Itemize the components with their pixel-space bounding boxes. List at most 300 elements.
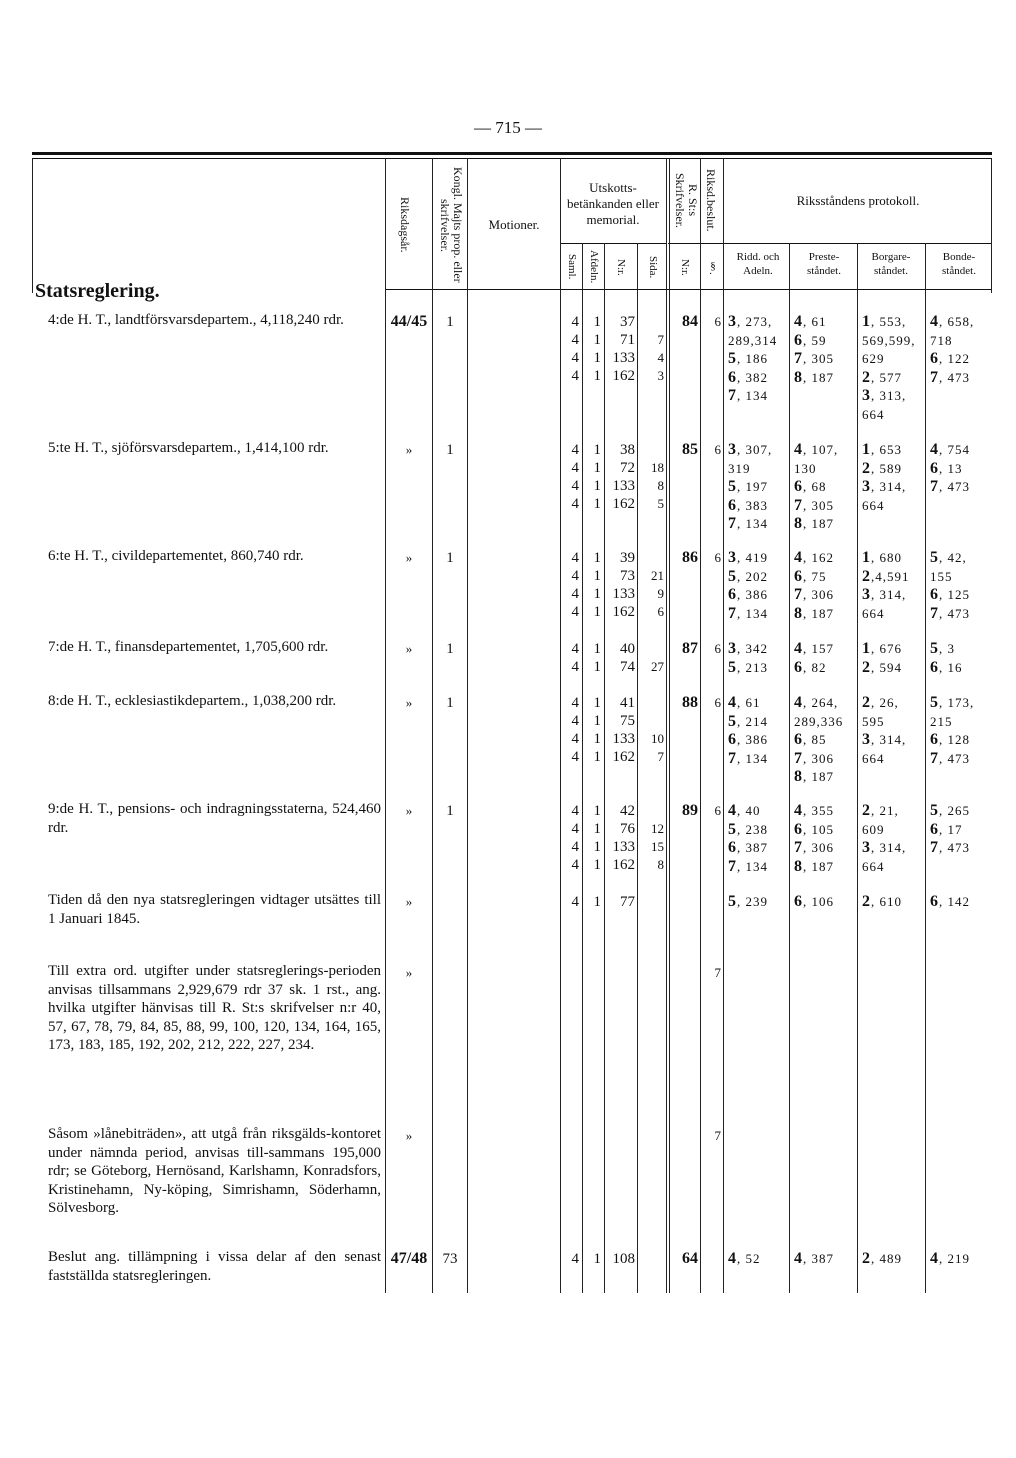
row-preste-col bbox=[794, 549, 856, 623]
row-borgare-col bbox=[862, 549, 924, 623]
vline-right bbox=[991, 158, 992, 293]
row-rst: 64 bbox=[682, 1250, 698, 1267]
row-ridd-col bbox=[728, 1250, 788, 1269]
row-sida: 18 bbox=[651, 460, 664, 475]
row-bonde: 6, 125 bbox=[930, 586, 970, 603]
row-nr: 133 bbox=[612, 350, 635, 366]
row-bonde: 718 bbox=[930, 332, 953, 348]
row-bonde: 6, 13 bbox=[930, 459, 963, 477]
row-saml: 4 bbox=[571, 368, 579, 384]
row-year: 47/48 bbox=[390, 1250, 428, 1267]
row-ridd: 6, 383 bbox=[728, 496, 768, 514]
row-afd-col bbox=[583, 1250, 601, 1268]
header-utskotts: Utskotts-betänkanden eller memorial. bbox=[566, 180, 660, 227]
row-rst: 84 bbox=[682, 313, 698, 330]
row-saml: 4 bbox=[571, 478, 579, 494]
row-ridd: 5, 239 bbox=[728, 893, 768, 910]
row-nr: 71 bbox=[620, 332, 635, 348]
row-afd-col bbox=[583, 802, 601, 874]
header-preste: Preste-ståndet. bbox=[807, 251, 841, 277]
row-sida: 10 bbox=[651, 731, 664, 746]
row-borgare-col bbox=[862, 1250, 924, 1269]
row-rst: 86 bbox=[682, 549, 698, 566]
row-preste: 8, 187 bbox=[794, 515, 834, 532]
row-ridd: 3, 419 bbox=[728, 549, 768, 566]
row-bonde-col bbox=[930, 893, 992, 912]
row-saml: 4 bbox=[571, 857, 579, 873]
row-ridd: 3, 273, bbox=[728, 313, 773, 330]
protokoll-sub-rule bbox=[724, 243, 992, 244]
row-saml: 4 bbox=[571, 749, 579, 765]
row-prop: 73 bbox=[442, 1251, 458, 1267]
row-saml-col bbox=[561, 893, 579, 911]
row-afd: 1 bbox=[593, 314, 601, 330]
row-borgare: 3, 314, bbox=[862, 478, 907, 495]
row-preste: 7, 306 bbox=[794, 586, 834, 603]
row-sida-col bbox=[638, 549, 664, 621]
row-borgare: 2, 589 bbox=[862, 459, 902, 477]
row-bonde: 215 bbox=[930, 713, 953, 729]
row-saml-col bbox=[561, 1250, 579, 1268]
row-preste: 7, 305 bbox=[794, 496, 834, 514]
row-borgare: 569,599, bbox=[862, 332, 916, 348]
row-nr: 75 bbox=[620, 713, 635, 729]
row-nr: 133 bbox=[612, 478, 635, 494]
row-afd: 1 bbox=[593, 478, 601, 494]
row-nr-col bbox=[605, 313, 635, 385]
row-saml: 4 bbox=[571, 568, 579, 584]
row-bonde: 4, 658, bbox=[930, 313, 975, 330]
row-para: 7 bbox=[714, 1128, 721, 1143]
row-description: Tiden då den nya statsregleringen vidtager utsättes till 1 Januari 1845. bbox=[48, 892, 381, 927]
row-afd: 1 bbox=[593, 731, 601, 747]
row-sida bbox=[638, 694, 664, 712]
row-sida: 21 bbox=[651, 568, 664, 583]
row-afd: 1 bbox=[593, 821, 601, 837]
row-preste-col bbox=[794, 640, 856, 677]
row-sida bbox=[638, 712, 664, 730]
row-nr: 133 bbox=[612, 839, 635, 855]
row-nr: 162 bbox=[612, 749, 635, 765]
row-saml: 4 bbox=[571, 460, 579, 476]
row-borgare: 1, 653 bbox=[862, 441, 902, 458]
top-rule-thin bbox=[32, 158, 992, 159]
row-sida: 4 bbox=[657, 350, 664, 365]
row-borgare: 3, 313, bbox=[862, 387, 907, 404]
row-nr: 40 bbox=[620, 641, 635, 657]
row-afd-col bbox=[583, 640, 601, 676]
row-bonde: 7, 473 bbox=[930, 604, 970, 622]
header-ridd: Ridd. och Adeln. bbox=[736, 251, 780, 277]
row-borgare: 2, 21, bbox=[862, 802, 899, 819]
row-afd: 1 bbox=[593, 460, 601, 476]
row-saml: 4 bbox=[571, 731, 579, 747]
page-number: — 715 — bbox=[474, 118, 542, 137]
row-afd: 1 bbox=[593, 442, 601, 458]
row-description: 5:te H. T., sjöförsvarsdepartem., 1,414,100 rdr. bbox=[48, 440, 329, 456]
row-saml-col bbox=[561, 802, 579, 874]
row-afd: 1 bbox=[593, 713, 601, 729]
header-kongl: Kongl. Majts prop. eller skrifvelser. bbox=[438, 167, 465, 283]
row-ridd: 5, 197 bbox=[728, 478, 768, 495]
row-ridd: 7, 134 bbox=[728, 749, 768, 767]
row-nr: 42 bbox=[620, 803, 635, 819]
row-preste: 7, 306 bbox=[794, 839, 834, 856]
vline-sida bbox=[637, 243, 638, 1293]
row-nr: 133 bbox=[612, 586, 635, 602]
row-borgare: 664 bbox=[862, 858, 885, 874]
row-preste: 130 bbox=[794, 460, 817, 476]
row-saml: 4 bbox=[571, 586, 579, 602]
row-sida-col bbox=[638, 441, 664, 513]
row-borgare-col bbox=[862, 313, 924, 424]
row-preste: 4, 387 bbox=[794, 1250, 834, 1267]
row-preste: 4, 355 bbox=[794, 802, 834, 819]
row-ridd: 5, 186 bbox=[728, 350, 768, 367]
row-nr: 162 bbox=[612, 604, 635, 620]
row-borgare: 1, 553, bbox=[862, 313, 907, 330]
row-preste: 6, 59 bbox=[794, 331, 827, 349]
row-preste: 4, 107, bbox=[794, 441, 839, 458]
row-preste: 4, 162 bbox=[794, 549, 834, 566]
row-ridd: 5, 202 bbox=[728, 567, 768, 585]
header-nr2: N:r. bbox=[679, 258, 691, 276]
row-rst: 85 bbox=[682, 441, 698, 458]
row-ridd: 5, 238 bbox=[728, 820, 768, 838]
row-borgare-col bbox=[862, 694, 924, 768]
row-preste: 8, 187 bbox=[794, 368, 834, 386]
row-saml: 4 bbox=[571, 496, 579, 512]
row-preste: 8, 187 bbox=[794, 604, 834, 622]
vline-borgare bbox=[925, 243, 926, 1293]
row-afd-col bbox=[583, 893, 601, 911]
row-bonde: 6, 128 bbox=[930, 731, 970, 748]
row-borgare: 664 bbox=[862, 605, 885, 621]
row-preste: 6, 82 bbox=[794, 658, 827, 676]
row-afd: 1 bbox=[593, 350, 601, 366]
header-riksdagsar: Riksdagsår. bbox=[398, 197, 412, 253]
row-borgare: 2,4,591 bbox=[862, 567, 910, 585]
row-borgare: 629 bbox=[862, 351, 885, 366]
row-preste: 6, 105 bbox=[794, 820, 834, 838]
row-description: 8:de H. T., ecklesiastikdepartem., 1,038,200 rdr. bbox=[48, 693, 337, 709]
top-rule-thick bbox=[32, 152, 992, 155]
row-preste-col bbox=[794, 893, 856, 912]
row-rst: 89 bbox=[682, 802, 698, 819]
row-bonde: 4, 754 bbox=[930, 441, 970, 458]
row-year: » bbox=[405, 442, 413, 457]
row-preste-col bbox=[794, 313, 856, 387]
header-beslut: Riksd.beslut. bbox=[704, 169, 718, 232]
vline-sida-end bbox=[666, 158, 667, 1293]
vline-afd bbox=[582, 243, 583, 1293]
row-ridd-col bbox=[728, 313, 788, 406]
row-nr: 162 bbox=[612, 368, 635, 384]
row-saml: 4 bbox=[571, 821, 579, 837]
row-borgare: 1, 676 bbox=[862, 640, 902, 657]
row-afd: 1 bbox=[593, 604, 601, 620]
row-saml: 4 bbox=[571, 604, 579, 620]
row-borgare: 609 bbox=[862, 821, 885, 837]
row-sida-col bbox=[638, 640, 664, 676]
row-sida bbox=[638, 1250, 664, 1268]
section-title: Statsreglering. bbox=[35, 280, 160, 302]
row-ridd: 4, 52 bbox=[728, 1250, 761, 1267]
row-saml: 4 bbox=[571, 839, 579, 855]
row-preste-col bbox=[794, 694, 856, 787]
row-afd-col bbox=[583, 549, 601, 621]
row-sida: 7 bbox=[657, 332, 664, 347]
row-borgare: 2, 489 bbox=[862, 1250, 902, 1267]
row-afd: 1 bbox=[593, 332, 601, 348]
row-preste-col bbox=[794, 1250, 856, 1269]
row-description: 9:de H. T., pensions- och indragningsstaterna, 524,460 rdr. bbox=[48, 801, 381, 836]
row-sida-col bbox=[638, 313, 664, 385]
row-nr: 73 bbox=[620, 568, 635, 584]
row-borgare: 595 bbox=[862, 713, 885, 729]
row-sida bbox=[638, 802, 664, 820]
header-protokoll: Riksståndens protokoll. bbox=[796, 193, 920, 208]
row-nr: 37 bbox=[620, 314, 635, 330]
row-sida-col bbox=[638, 893, 664, 911]
row-ridd: 319 bbox=[728, 460, 751, 476]
row-ridd: 6, 386 bbox=[728, 586, 768, 603]
row-afd-col bbox=[583, 441, 601, 513]
row-afd: 1 bbox=[593, 1251, 601, 1267]
row-borgare: 1, 680 bbox=[862, 549, 902, 566]
row-ridd: 7, 134 bbox=[728, 387, 768, 404]
row-afd: 1 bbox=[593, 659, 601, 675]
row-saml: 4 bbox=[571, 350, 579, 366]
row-ridd-col bbox=[728, 802, 788, 876]
row-year: » bbox=[405, 803, 413, 818]
row-preste: 289,336 bbox=[794, 713, 844, 729]
row-saml-col bbox=[561, 441, 579, 513]
row-sida-col bbox=[638, 694, 664, 766]
row-saml: 4 bbox=[571, 641, 579, 657]
row-ridd-col bbox=[728, 549, 788, 623]
row-borgare: 664 bbox=[862, 750, 885, 766]
row-ridd: 4, 61 bbox=[728, 694, 761, 711]
row-preste: 6, 68 bbox=[794, 478, 827, 495]
row-bonde-col bbox=[930, 1250, 992, 1269]
header-sida: Sida. bbox=[647, 255, 659, 279]
row-prop: 1 bbox=[446, 550, 454, 566]
row-preste: 8, 187 bbox=[794, 857, 834, 875]
row-afd: 1 bbox=[593, 695, 601, 711]
row-saml-col bbox=[561, 313, 579, 385]
vline-nr bbox=[604, 243, 605, 1293]
row-description: Till extra ord. utgifter under statsreglerings-perioden anvisas tillsammans 2,929,679 rdr 37 sk. 1 rst., ang. hvilka utgifter hänvisas till R. St:s skrifvelser n:r 40, 57, 67, 78, 79, 84, 85, 88, 99, 100, 120, 134, 164, 165, 173, 183, 185, 192, 202, 212, 222, 227, 234. bbox=[48, 963, 381, 1053]
row-bonde: 5, 173, bbox=[930, 694, 975, 711]
row-nr: 72 bbox=[620, 460, 635, 476]
row-bonde: 6, 17 bbox=[930, 820, 963, 838]
row-prop: 1 bbox=[446, 695, 454, 711]
row-borgare: 2, 577 bbox=[862, 368, 902, 386]
row-borgare-col bbox=[862, 441, 924, 515]
row-sida: 9 bbox=[657, 586, 664, 601]
row-afd: 1 bbox=[593, 368, 601, 384]
vline-ridd bbox=[789, 243, 790, 1293]
row-ridd: 4, 40 bbox=[728, 802, 761, 819]
row-borgare: 2, 610 bbox=[862, 893, 902, 910]
row-saml: 4 bbox=[571, 314, 579, 330]
row-year: 44/45 bbox=[390, 313, 428, 330]
row-sida: 27 bbox=[651, 659, 664, 674]
row-para: 6 bbox=[714, 442, 721, 457]
row-preste: 6, 85 bbox=[794, 731, 827, 748]
row-sida-col bbox=[638, 1250, 664, 1268]
row-preste: 8, 187 bbox=[794, 768, 834, 785]
header-afdeln: Afdeln. bbox=[588, 250, 600, 284]
row-nr-col bbox=[605, 441, 635, 513]
row-rst: 87 bbox=[682, 640, 698, 657]
row-year: » bbox=[405, 1128, 413, 1143]
row-para: 6 bbox=[714, 695, 721, 710]
row-description: 7:de H. T., finansdepartementet, 1,705,600 rdr. bbox=[48, 639, 329, 655]
row-nr-col bbox=[605, 694, 635, 766]
row-saml: 4 bbox=[571, 332, 579, 348]
row-sida-col bbox=[638, 802, 664, 874]
row-saml-col bbox=[561, 694, 579, 766]
row-nr: 133 bbox=[612, 731, 635, 747]
row-bonde: 155 bbox=[930, 568, 953, 584]
row-afd: 1 bbox=[593, 568, 601, 584]
row-preste-col bbox=[794, 802, 856, 876]
row-description: 4:de H. T., landtförsvarsdepartem., 4,118,240 rdr. bbox=[48, 312, 344, 328]
row-nr: 162 bbox=[612, 496, 635, 512]
row-ridd: 3, 307, bbox=[728, 441, 773, 458]
row-saml-col bbox=[561, 549, 579, 621]
row-ridd: 5, 213 bbox=[728, 658, 768, 676]
row-sida: 12 bbox=[651, 821, 664, 836]
row-ridd: 6, 387 bbox=[728, 839, 768, 856]
row-bonde-col bbox=[930, 441, 992, 497]
row-prop: 1 bbox=[446, 641, 454, 657]
row-saml-col bbox=[561, 640, 579, 676]
row-rst: 88 bbox=[682, 694, 698, 711]
row-bonde-col bbox=[930, 802, 992, 858]
row-ridd-col bbox=[728, 694, 788, 768]
row-borgare: 2, 26, bbox=[862, 694, 899, 711]
row-nr: 77 bbox=[620, 894, 635, 910]
row-afd-col bbox=[583, 313, 601, 385]
row-para: 6 bbox=[714, 314, 721, 329]
row-sida bbox=[638, 893, 664, 911]
row-borgare: 2, 594 bbox=[862, 658, 902, 676]
row-bonde: 5, 42, bbox=[930, 549, 967, 566]
row-borgare: 3, 314, bbox=[862, 839, 907, 856]
row-afd: 1 bbox=[593, 839, 601, 855]
row-bonde-col bbox=[930, 640, 992, 677]
row-borgare: 664 bbox=[862, 406, 885, 422]
row-nr: 74 bbox=[620, 659, 635, 675]
row-para: 6 bbox=[714, 803, 721, 818]
row-nr: 76 bbox=[620, 821, 635, 837]
row-saml: 4 bbox=[571, 442, 579, 458]
row-borgare-col bbox=[862, 640, 924, 677]
header-motioner: Motioner. bbox=[488, 217, 540, 232]
row-nr: 39 bbox=[620, 550, 635, 566]
row-afd: 1 bbox=[593, 749, 601, 765]
row-borgare-col bbox=[862, 802, 924, 876]
row-sida: 15 bbox=[651, 839, 664, 854]
row-ridd: 5, 214 bbox=[728, 712, 768, 730]
row-sida bbox=[638, 549, 664, 567]
header-rst: R. St:s Skrifvelser. bbox=[673, 173, 700, 228]
row-saml: 4 bbox=[571, 1251, 579, 1267]
row-preste: 4, 264, bbox=[794, 694, 839, 711]
row-year: » bbox=[405, 641, 413, 656]
row-para: 6 bbox=[714, 550, 721, 565]
row-bonde-col bbox=[930, 549, 992, 623]
row-nr-col bbox=[605, 640, 635, 676]
row-preste: 6, 106 bbox=[794, 893, 834, 910]
row-year: » bbox=[405, 550, 413, 565]
row-bonde: 7, 473 bbox=[930, 749, 970, 767]
row-ridd: 6, 382 bbox=[728, 368, 768, 386]
row-ridd: 3, 342 bbox=[728, 640, 768, 657]
row-year: » bbox=[405, 965, 413, 980]
row-preste-col bbox=[794, 441, 856, 534]
row-borgare: 3, 314, bbox=[862, 731, 907, 748]
row-sida: 8 bbox=[657, 478, 664, 493]
row-nr: 38 bbox=[620, 442, 635, 458]
row-sida bbox=[638, 441, 664, 459]
row-year: » bbox=[405, 894, 413, 909]
header-borgare: Borgare-ståndet. bbox=[871, 251, 911, 277]
row-sida bbox=[638, 313, 664, 331]
row-bonde-col bbox=[930, 694, 992, 768]
row-bonde: 5, 3 bbox=[930, 640, 955, 657]
row-saml: 4 bbox=[571, 713, 579, 729]
header-nr: N:r. bbox=[615, 258, 627, 276]
vline-mot bbox=[467, 158, 468, 1293]
row-nr: 41 bbox=[620, 695, 635, 711]
row-bonde: 6, 122 bbox=[930, 350, 970, 367]
row-borgare-col bbox=[862, 893, 924, 912]
vline-left bbox=[32, 158, 33, 293]
row-nr-col bbox=[605, 549, 635, 621]
row-ridd: 7, 134 bbox=[728, 604, 768, 622]
row-preste: 4, 157 bbox=[794, 640, 834, 657]
row-afd: 1 bbox=[593, 496, 601, 512]
row-afd: 1 bbox=[593, 803, 601, 819]
row-ridd: 289,314 bbox=[728, 332, 778, 348]
utskott-sub-rule bbox=[560, 243, 667, 244]
row-saml: 4 bbox=[571, 550, 579, 566]
row-nr-col bbox=[605, 1250, 635, 1268]
row-preste: 6, 75 bbox=[794, 567, 827, 585]
row-nr: 108 bbox=[612, 1251, 635, 1267]
row-ridd: 6, 386 bbox=[728, 731, 768, 748]
row-afd: 1 bbox=[593, 894, 601, 910]
row-ridd: 7, 134 bbox=[728, 857, 768, 875]
row-para: 6 bbox=[714, 641, 721, 656]
row-bonde-col bbox=[930, 313, 992, 387]
row-preste: 7, 306 bbox=[794, 749, 834, 767]
row-bonde: 7, 473 bbox=[930, 368, 970, 386]
row-bonde: 6, 142 bbox=[930, 893, 970, 910]
row-saml: 4 bbox=[571, 659, 579, 675]
row-saml: 4 bbox=[571, 894, 579, 910]
row-sida bbox=[638, 640, 664, 658]
row-ridd-col bbox=[728, 441, 788, 534]
row-bonde: 6, 16 bbox=[930, 658, 963, 676]
row-prop: 1 bbox=[446, 803, 454, 819]
row-sida: 7 bbox=[657, 749, 664, 764]
header-bonde: Bonde-ståndet. bbox=[942, 251, 976, 277]
